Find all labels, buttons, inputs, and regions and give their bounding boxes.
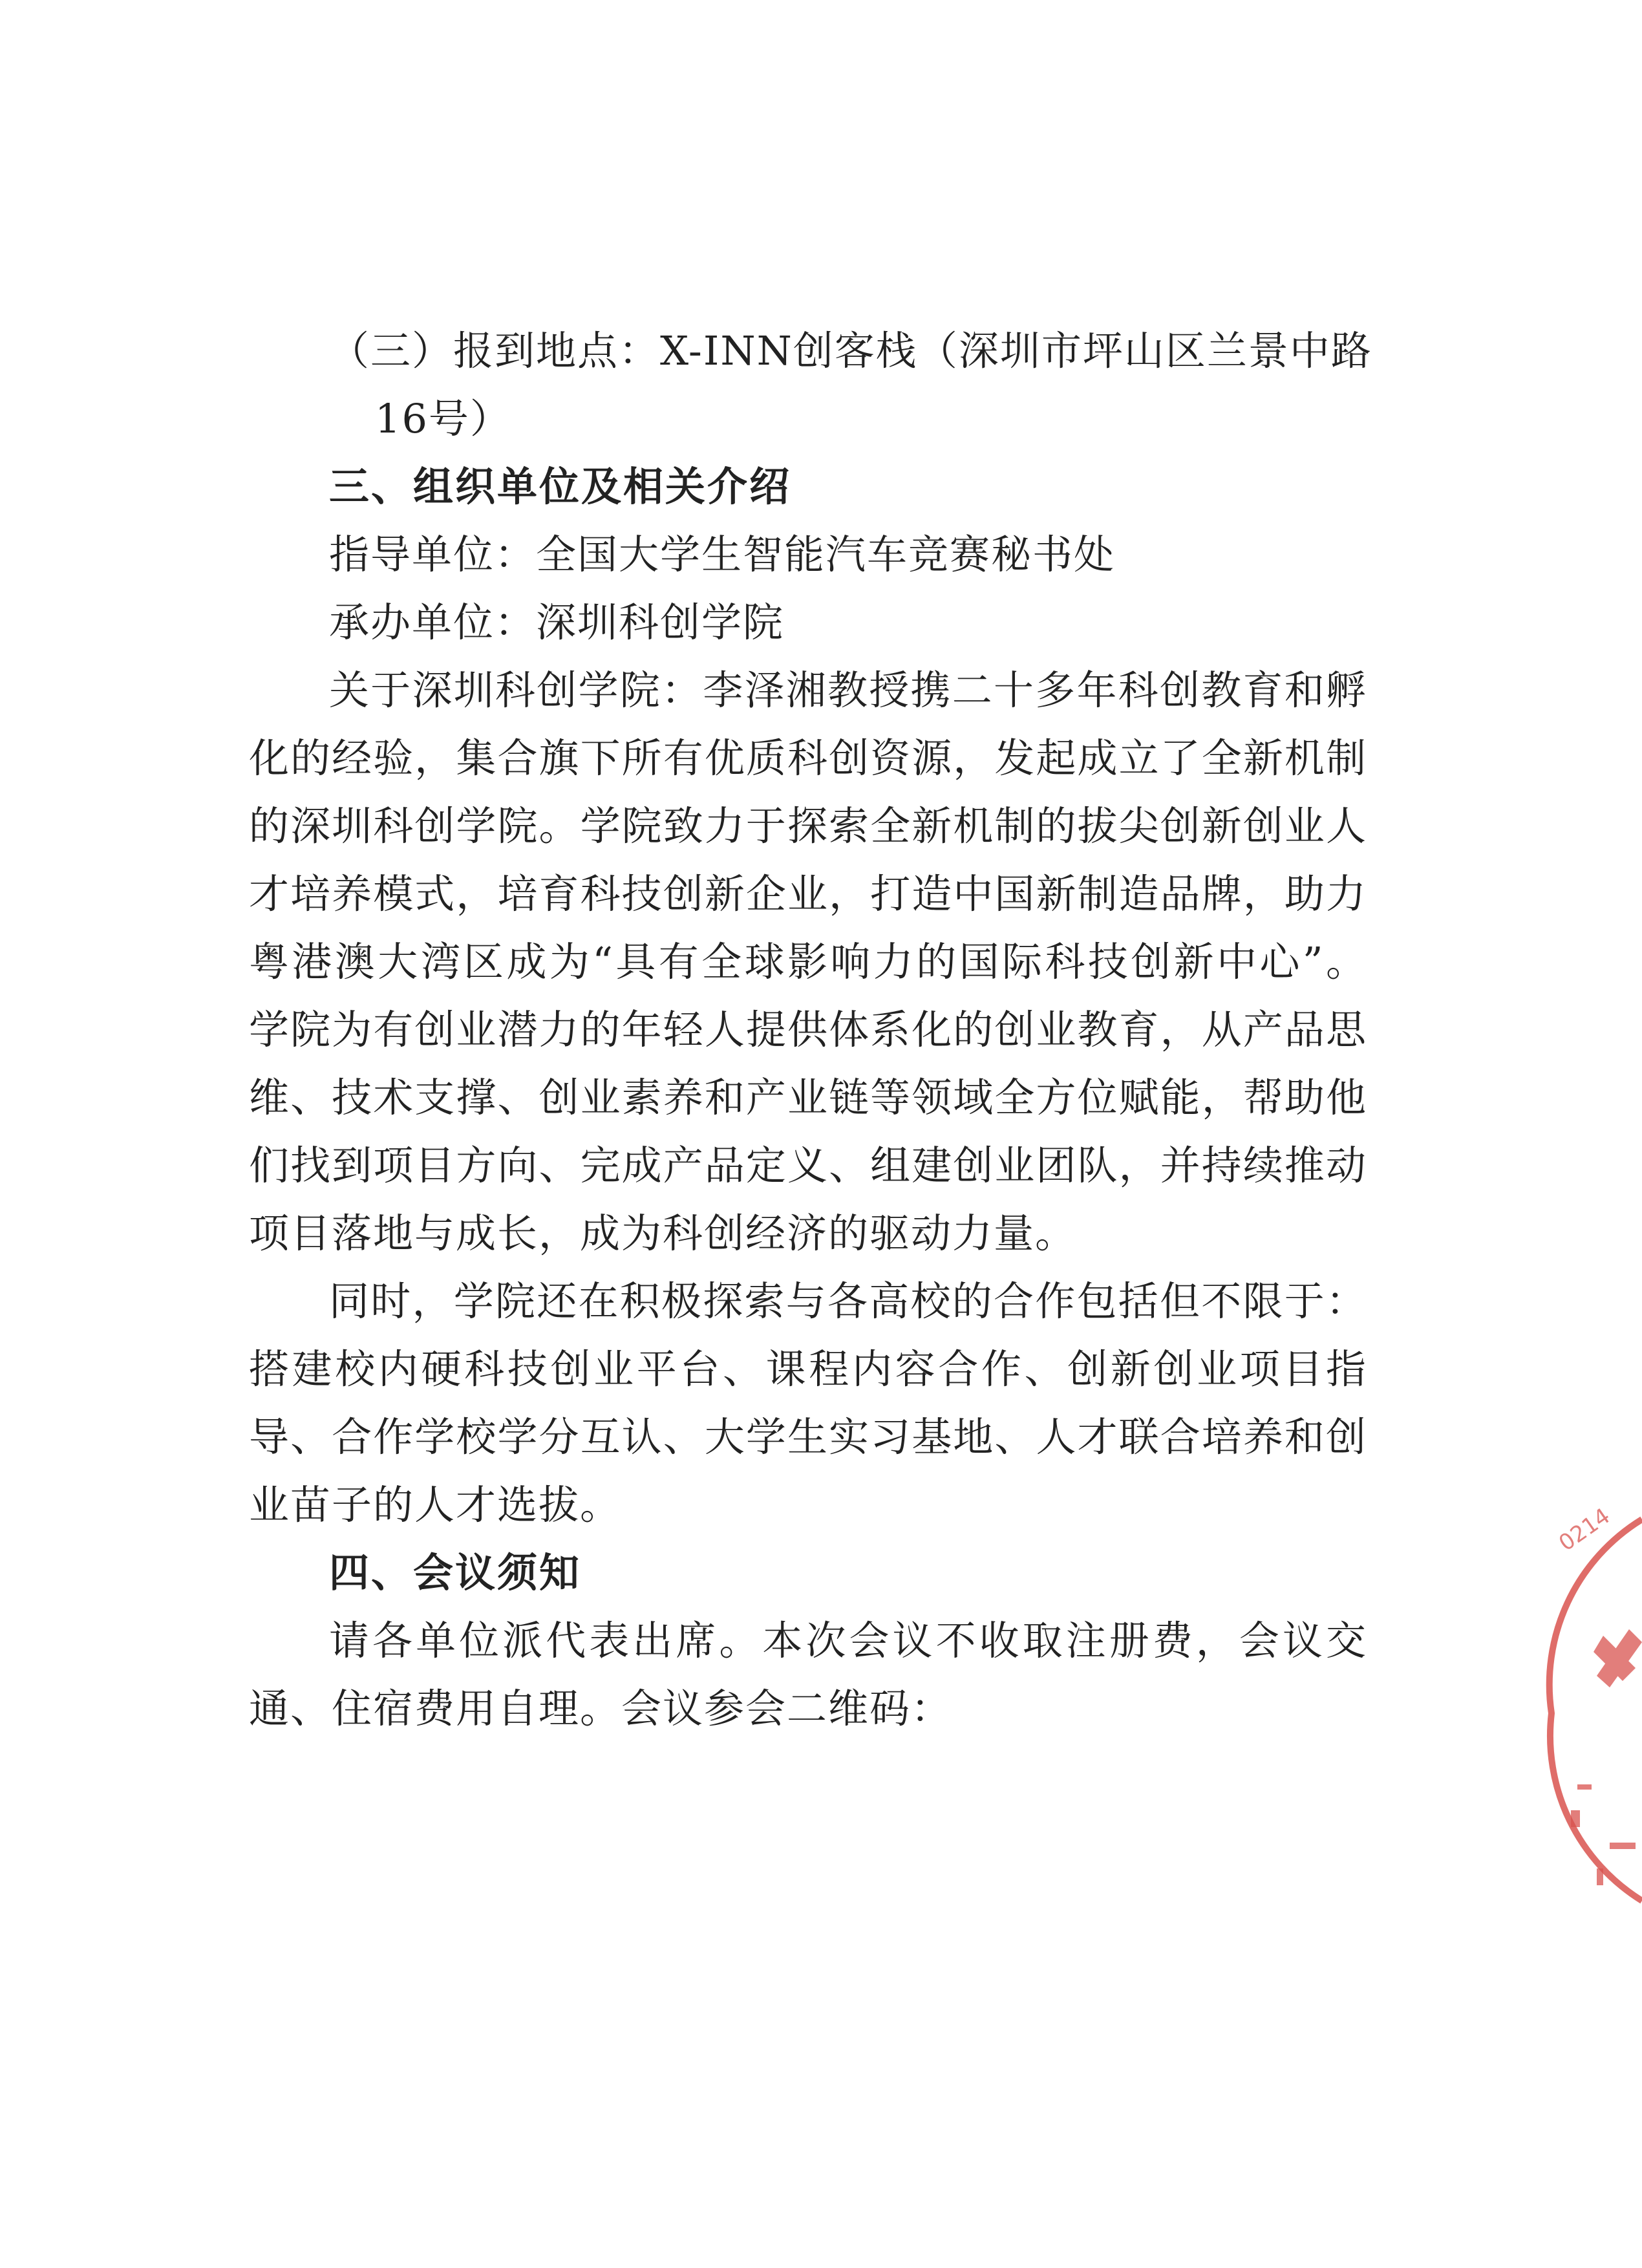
academy-intro-paragraph	[249, 656, 1367, 1267]
report-location-line-2: 16号）	[375, 395, 511, 442]
document-body	[249, 317, 1372, 1742]
academy-intro-text: 关于深圳科创学院：李泽湘教授携二十多年科创教育和孵化的经验，集合旗下所有优质科创资源，发起成立了全新机制的深圳科创学院。学院致力于探索全新机制的拔尖创新创业人才培养模式，培育科技创新企业，打造中国新制造品牌，助力粤港澳大湾区成为“具有全球影响力的国际科技创新中心”。学院为有创业潜力的年轻人提供体系化的创业教育，从产品思维、技术支撑、创业素养和产业链等领域全方位赋能，帮助他们找到项目方向、完成产品定义、组建创业团队，并持续推动项目落地与成长，成为科创经济的驱动力量。	[249, 667, 1367, 1257]
official-seal-fragment	[1532, 1503, 1642, 1907]
host-unit: 承办单位：深圳科创学院	[329, 599, 785, 646]
seal-icon	[1532, 1503, 1642, 1907]
guide-unit: 指导单位：全国大学生智能汽车竞赛秘书处	[329, 531, 1116, 578]
cooperation-paragraph	[249, 1267, 1367, 1539]
meeting-notice-paragraph	[249, 1607, 1367, 1742]
report-location-line-1: （三）报到地点：X-INN创客栈（深圳市坪山区兰景中路	[329, 327, 1372, 374]
meeting-notice-text: 请各单位派代表出席。本次会议不收取注册费，会议交通、住宿费用自理。会议参会二维码：	[249, 1617, 1367, 1732]
section-four-heading: 四、会议须知	[329, 1549, 582, 1596]
cooperation-text: 同时，学院还在积极探索与各高校的合作包括但不限于：搭建校内硬科技创业平台、课程内容合作、创新创业项目指导、合作学校学分互认、大学生实习基地、人才联合培养和创业苗子的人才选拔。	[249, 1278, 1367, 1528]
section-three-heading: 三、组织单位及相关介绍	[329, 463, 792, 510]
seal-text-fragment: 0214	[1554, 1503, 1615, 1557]
